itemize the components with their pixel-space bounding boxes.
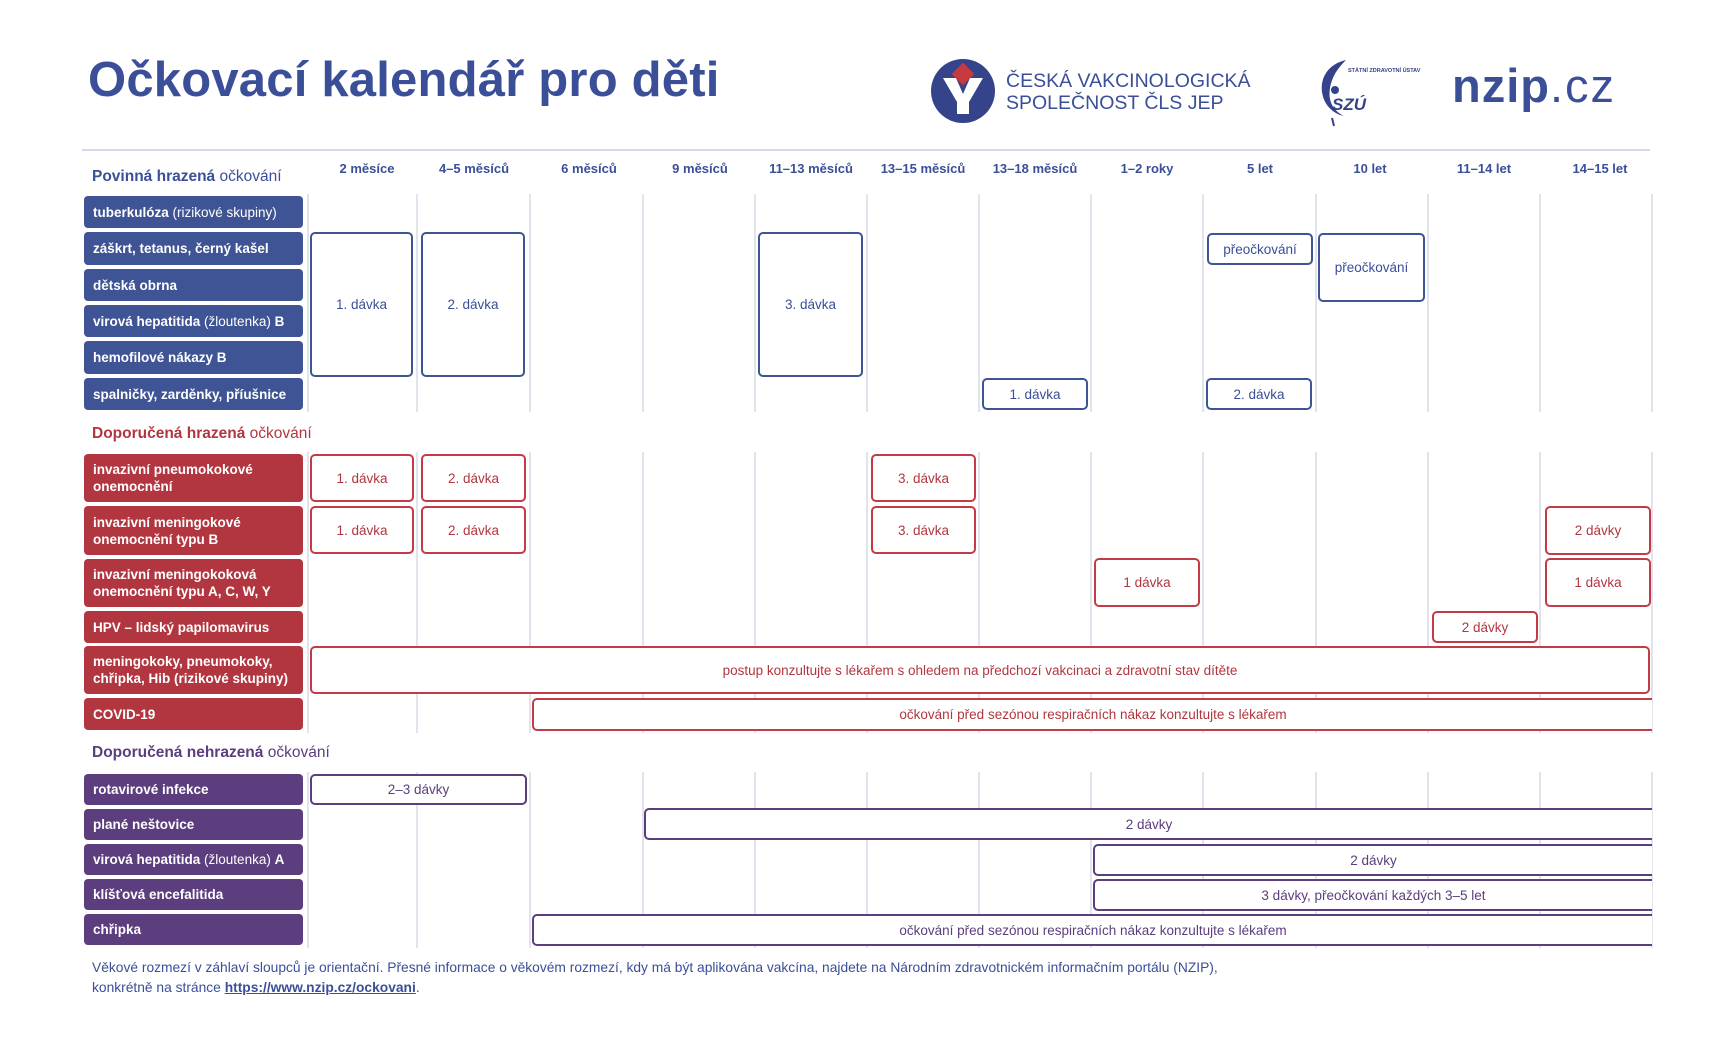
column-grid-line: [1427, 194, 1429, 412]
page-title: Očkovací kalendář pro děti: [88, 53, 720, 107]
section-title-recommended-unpaid: Doporučená nehrazená očkování: [92, 744, 330, 761]
section-title-mandatory: Povinná hrazená očkování: [92, 168, 282, 185]
dose-hpv: 2 dávky: [1432, 611, 1538, 643]
cvs-logo[interactable]: [930, 58, 1250, 128]
dose-covid: očkování před sezónou respiračních nákaz konzultujte s lékařem: [532, 698, 1652, 731]
row-label-rotavirus: rotavirové infekce: [84, 774, 303, 805]
column-grid-line: [1651, 194, 1653, 412]
section-title-recommended-paid: Doporučená hrazená očkování: [92, 425, 312, 442]
dose-risk-groups: postup konzultujte s lékařem s ohledem na předchozí vakcinaci a zdravotní stav dítěte: [310, 646, 1650, 694]
dose-menb-1: 1. dávka: [310, 506, 414, 554]
dose-rotavirus: 2–3 dávky: [310, 774, 527, 805]
row-label-haemophilus: hemofilové nákazy B: [84, 341, 303, 374]
dose-hexa-2: 2. dávka: [421, 232, 525, 377]
column-grid-line: [642, 194, 644, 412]
szu-abbr: SZÚ: [1332, 95, 1366, 114]
row-label-polio: dětská obrna: [84, 269, 303, 301]
row-label-tuberculosis: tuberkulóza (rizikové skupiny): [84, 196, 303, 228]
column-grid-line: [307, 452, 309, 733]
column-grid-line: [1651, 452, 1653, 733]
column-grid-line: [1315, 194, 1317, 412]
column-grid-line: [529, 194, 531, 412]
column-header: 6 měsíců: [561, 161, 617, 176]
column-header: 10 let: [1353, 161, 1387, 176]
nzip-vaccination-link[interactable]: https://www.nzip.cz/ockovani: [224, 980, 416, 995]
dose-pneumo-1: 1. dávka: [310, 454, 414, 502]
nzip-logo-main: nzip: [1452, 59, 1550, 112]
dose-dtp-booster-10y: přeočkování: [1318, 233, 1425, 302]
row-label-meningococcal-acwy: invazivní meningokoková onemocnění typu A, C, W, Y: [84, 559, 303, 607]
row-label-covid: COVID-19: [84, 698, 303, 730]
dose-mmr-1: 1. dávka: [982, 378, 1088, 410]
dose-influenza: očkování před sezónou respiračních nákaz konzultujte s lékařem: [532, 914, 1652, 946]
column-header: 13–15 měsíců: [880, 161, 966, 176]
column-header: 14–15 let: [1572, 161, 1628, 176]
column-grid-line: [416, 194, 418, 412]
dose-hepatitis-a: 2 dávky: [1093, 844, 1652, 876]
cvs-emblem-icon: [930, 58, 996, 124]
dose-hexa-3: 3. dávka: [758, 232, 863, 377]
row-label-varicella: plané neštovice: [84, 809, 303, 840]
dose-pneumo-2: 2. dávka: [421, 454, 526, 502]
column-grid-line: [307, 772, 309, 948]
column-header: 4–5 měsíců: [438, 161, 510, 176]
szu-logo[interactable]: [1302, 56, 1421, 128]
column-header: 2 měsíce: [339, 161, 395, 176]
dose-menacwy-teen: 1 dávka: [1545, 558, 1651, 607]
column-header: 1–2 roky: [1120, 161, 1174, 176]
column-header: 13–18 měsíců: [992, 161, 1078, 176]
row-label-tick-borne-encephalitis: klíšťová encefalitida: [84, 879, 303, 910]
row-label-meningococcal-b: invazivní meningokové onemocnění typu B: [84, 506, 303, 555]
dose-menb-teen: 2 dávky: [1545, 506, 1651, 555]
row-label-pneumococcal: invazivní pneumokokové onemocnění: [84, 454, 303, 502]
dose-varicella: 2 dávky: [644, 808, 1652, 840]
row-label-diphtheria-tetanus-pertussis: záškrt, tetanus, černý kašel: [84, 232, 303, 265]
cvs-name-line1: ČESKÁ VAKCINOLOGICKÁ: [1006, 70, 1251, 92]
column-grid-line: [1539, 194, 1541, 412]
row-label-risk-groups: meningokoky, pneumokoky, chřipka, Hib (rizikové skupiny): [84, 646, 303, 694]
row-label-mmr: spalničky, zarděnky, příušnice: [84, 378, 303, 410]
column-grid-line: [307, 194, 309, 412]
column-header: 9 měsíců: [672, 161, 728, 176]
row-label-hepatitis-a: virová hepatitida (žloutenka) A: [84, 844, 303, 875]
dose-dtp-booster-5y: přeočkování: [1207, 233, 1313, 265]
dose-menb-3: 3. dávka: [871, 506, 976, 554]
nzip-logo[interactable]: [1452, 58, 1616, 114]
column-grid-line: [754, 194, 756, 412]
column-grid-line: [866, 194, 868, 412]
dose-menb-2: 2. dávka: [421, 506, 526, 554]
footnote-line1: Věkové rozmezí v záhlaví sloupců je orientační. Přesné informace o věkovém rozmezí, kdy má být aplikována vakcína, najdete na Národním zdravotnickém informačním portálu (NZIP),: [92, 960, 1218, 975]
header-divider: [82, 149, 1650, 151]
column-grid-line: [1202, 194, 1204, 412]
dose-mmr-2: 2. dávka: [1206, 378, 1312, 410]
dose-hexa-1: 1. dávka: [310, 232, 413, 377]
footnote-line2: konkrétně na stránce https://www.nzip.cz/ockovani.: [92, 980, 420, 995]
szu-small-text: STÁTNÍ ZDRAVOTNÍ ÚSTAV: [1348, 68, 1421, 74]
row-label-hepatitis-b: virová hepatitida (žloutenka) B: [84, 305, 303, 337]
cvs-name-line2: SPOLEČNOST ČLS JEP: [1006, 92, 1224, 114]
column-header: 5 let: [1246, 161, 1273, 176]
row-label-hpv: HPV – lidský papilomavirus: [84, 611, 303, 643]
column-grid-line: [1090, 194, 1092, 412]
dose-tick-borne-encephalitis: 3 dávky, přeočkování každých 3–5 let: [1093, 879, 1652, 911]
footnote: [92, 958, 1218, 998]
dose-pneumo-3: 3. dávka: [871, 454, 976, 502]
column-grid-line: [978, 194, 980, 412]
row-label-influenza: chřipka: [84, 914, 303, 945]
column-grid-line: [529, 772, 531, 948]
dose-menacwy-toddler: 1 dávka: [1094, 558, 1200, 607]
column-header: 11–13 měsíců: [769, 161, 853, 176]
nzip-logo-tld: .cz: [1549, 59, 1617, 112]
column-header: 11–14 let: [1456, 161, 1512, 176]
